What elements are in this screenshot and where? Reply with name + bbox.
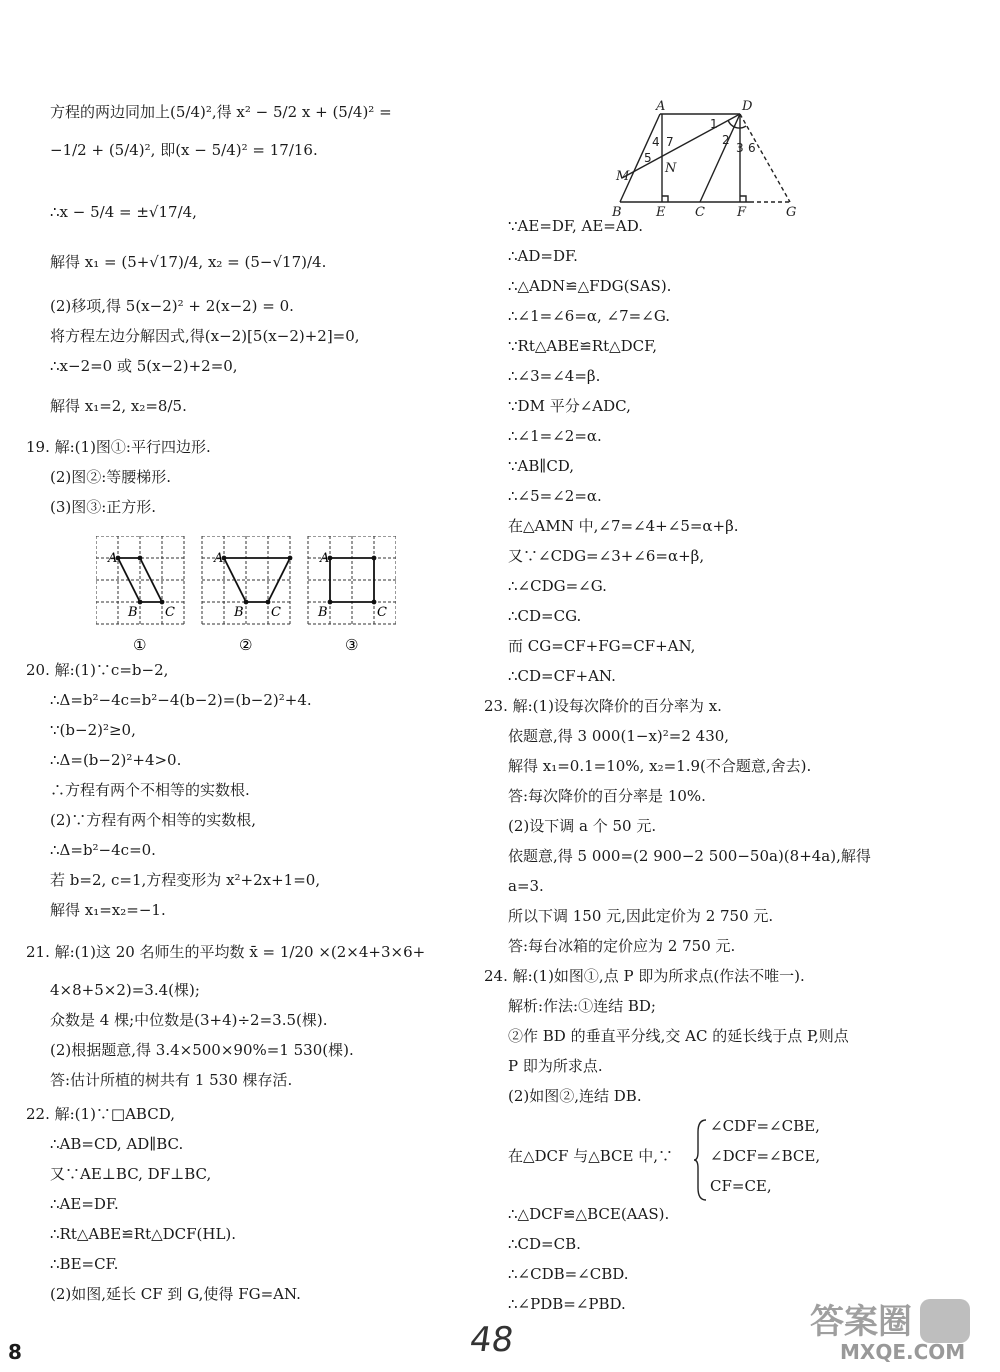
grid-point — [288, 556, 293, 561]
question-line: 24. 解:(1)如图①,点 P 即为所求点(作法不唯一). — [484, 967, 805, 985]
grid-label-c: C — [377, 605, 387, 620]
text-line: ∴BE=CF. — [50, 1255, 119, 1273]
grid-figure-3 — [308, 536, 396, 654]
text-line: 4×8+5×2)=3.4(棵); — [50, 981, 200, 999]
grid-label-b: B — [234, 605, 244, 620]
text-line: 又∵AE⊥BC, DF⊥BC, — [50, 1165, 212, 1183]
label-a: A — [656, 99, 666, 114]
text-line: ∴∠PDB=∠PBD. — [508, 1295, 626, 1313]
geometry-figure — [600, 96, 820, 222]
text-line: 若 b=2, c=1,方程变形为 x²+2x+1=0, — [50, 871, 321, 889]
right-angle-e — [662, 196, 668, 202]
grid-point — [328, 600, 333, 605]
brace-line: CF=CE, — [710, 1177, 772, 1195]
text-line: ∵Rt△ABE≌Rt△DCF, — [508, 337, 657, 355]
text-line: ∴∠CDB=∠CBD. — [508, 1265, 629, 1283]
text-line: (3)图③:正方形. — [50, 498, 157, 516]
label-c: C — [695, 205, 705, 220]
label-g: G — [786, 205, 797, 220]
grid-label-b: B — [318, 605, 328, 620]
text-line: ∴x − 5/4 = ±√17/4, — [50, 203, 197, 221]
text-line: 又∵∠CDG=∠3+∠6=α+β, — [508, 547, 705, 565]
label-m: M — [616, 169, 630, 184]
text-line: (2)图②:等腰梯形. — [50, 468, 172, 486]
text-line: ∴方程有两个不相等的实数根. — [50, 781, 250, 799]
grid-label-a: A — [320, 551, 330, 566]
text-line: (2)∵方程有两个相等的实数根, — [50, 811, 257, 829]
angle-1: 1 — [710, 117, 718, 131]
text-line: ∴Δ=b²−4c=0. — [50, 841, 156, 859]
text-line: ∴AD=DF. — [508, 247, 578, 265]
text-line: 而 CG=CF+FG=CF+AN, — [508, 637, 696, 655]
grid-figures — [96, 536, 396, 666]
text-line: ∴∠CDG=∠G. — [508, 577, 607, 595]
grid-caption: ① — [133, 636, 147, 654]
text-line: ∴Rt△ABE≌Rt△DCF(HL). — [50, 1225, 237, 1243]
segment-dg — [740, 114, 790, 202]
brace-line: ∠CDF=∠CBE, — [710, 1117, 820, 1135]
text-line: ∵DM 平分∠ADC, — [508, 397, 631, 415]
angle-5: 5 — [644, 151, 652, 165]
question-line: 19. 解:(1)图①:平行四边形. — [26, 438, 211, 456]
grid-label-b: B — [128, 605, 138, 620]
text-line: 依题意,得 5 000=(2 900−2 500−50a)(8+4a),解得 — [508, 847, 871, 865]
grid-shape — [330, 558, 374, 602]
text-line: 解得 x₁=x₂=−1. — [50, 901, 166, 919]
text-line: (2)设下调 a 个 50 元. — [508, 817, 657, 835]
text-line: ∴∠3=∠4=β. — [508, 367, 601, 385]
text-line: 解得 x₁=2, x₂=8/5. — [50, 397, 187, 415]
angle-3: 3 — [736, 141, 744, 155]
text-line: (2)如图,延长 CF 到 G,使得 FG=AN. — [50, 1285, 301, 1303]
question-line: 22. 解:(1)∵□ABCD, — [26, 1105, 175, 1123]
text-line: ②作 BD 的垂直平分线,交 AC 的延长线于点 P,则点 — [508, 1027, 849, 1045]
label-n: N — [665, 161, 677, 176]
text-line: 解析:作法:①连结 BD; — [508, 997, 656, 1015]
text-line: 依题意,得 3 000(1−x)²=2 430, — [508, 727, 730, 745]
text-line: ∴Δ=b²−4c=b²−4(b−2)=(b−2)²+4. — [50, 691, 312, 709]
text-line: ∴△DCF≌△BCE(AAS). — [508, 1205, 670, 1223]
grid-point — [372, 556, 377, 561]
text-line: 答:每次降价的百分率是 10%. — [508, 787, 706, 805]
grid-caption: ② — [239, 636, 253, 654]
label-b: B — [612, 205, 622, 220]
text-line: ∴CD=CB. — [508, 1235, 581, 1253]
angle-4: 4 — [652, 135, 660, 149]
handwritten-page-number: 48 — [467, 1320, 517, 1360]
grid-point — [138, 556, 143, 561]
text-line: ∴△ADN≌△FDG(SAS). — [508, 277, 672, 295]
watermark-logo — [800, 1295, 990, 1365]
label-e: E — [656, 205, 666, 220]
text-line: ∴AB=CD, AD∥BC. — [50, 1135, 184, 1153]
label-d: D — [742, 99, 753, 114]
text-line: ∴∠5=∠2=α. — [508, 487, 602, 505]
watermark-bottom-text: MXQE.COM — [840, 1340, 966, 1364]
text-line: ∴AE=DF. — [50, 1195, 119, 1213]
grid-point — [372, 600, 377, 605]
text-line: 众数是 4 棵;中位数是(3+4)÷2=3.5(棵). — [50, 1011, 328, 1029]
angle-7: 7 — [666, 135, 674, 149]
text-line: 解得 x₁ = (5+√17)/4, x₂ = (5−√17)/4. — [50, 253, 327, 271]
question-line: 23. 解:(1)设每次降价的百分率为 x. — [484, 697, 722, 715]
grid-label-c: C — [165, 605, 175, 620]
text-line: ∴∠1=∠6=α, ∠7=∠G. — [508, 307, 671, 325]
grid-shape — [118, 558, 162, 602]
text-line: 所以下调 150 元,因此定价为 2 750 元. — [508, 907, 774, 925]
text-line: a=3. — [508, 877, 544, 895]
text-line: 在△DCF 与△BCE 中,∵ — [508, 1147, 674, 1165]
grid-label-c: C — [271, 605, 281, 620]
text-line: 答:每台冰箱的定价应为 2 750 元. — [508, 937, 736, 955]
text-line: ∴∠1=∠2=α. — [508, 427, 602, 445]
grid-point — [266, 600, 271, 605]
text-line: ∴Δ=(b−2)²+4>0. — [50, 751, 182, 769]
grid-figure-1 — [96, 536, 184, 654]
text-line: 答:估计所植的树共有 1 530 棵存活. — [50, 1071, 293, 1089]
text-line: ∵AE=DF, AE=AD. — [508, 217, 643, 235]
grid-point — [160, 600, 165, 605]
angle-6: 6 — [748, 141, 756, 155]
text-line: ∴CD=CG. — [508, 607, 582, 625]
text-line: (2)移项,得 5(x−2)² + 2(x−2) = 0. — [50, 297, 294, 315]
text-line: 方程的两边同加上(5/4)²,得 x² − 5/2 x + (5/4)² = — [50, 103, 392, 121]
brace-mark — [694, 1118, 708, 1202]
grid-point — [244, 600, 249, 605]
text-line: ∵AB∥CD, — [508, 457, 575, 475]
question-line: 20. 解:(1)∵c=b−2, — [26, 661, 169, 679]
grid-figure-2 — [202, 536, 292, 654]
text-line: 将方程左边分解因式,得(x−2)[5(x−2)+2]=0, — [50, 327, 360, 345]
text-line: ∴CD=CF+AN. — [508, 667, 616, 685]
text-line: 在△AMN 中,∠7=∠4+∠5=α+β. — [508, 517, 739, 535]
angle-2: 2 — [722, 133, 730, 147]
text-line: ∴x−2=0 或 5(x−2)+2=0, — [50, 357, 238, 375]
grid-point — [138, 600, 143, 605]
question-line: 21. 解:(1)这 20 名师生的平均数 x̄ = 1/20 ×(2×4+3×6+ — [26, 943, 426, 961]
right-angle-f — [740, 196, 746, 202]
text-line: (2)如图②,连结 DB. — [508, 1087, 642, 1105]
watermark-top-text: 答案圈 — [810, 1302, 912, 1342]
page-number: 8 — [8, 1340, 22, 1364]
label-f: F — [737, 205, 747, 220]
text-line: 解得 x₁=0.1=10%, x₂=1.9(不合题意,舍去). — [508, 757, 812, 775]
grid-caption: ③ — [345, 636, 359, 654]
brace-line: ∠DCF=∠BCE, — [710, 1147, 821, 1165]
text-line: −1/2 + (5/4)², 即(x − 5/4)² = 17/16. — [50, 141, 318, 159]
segment-ab — [620, 114, 660, 202]
grid-label-a: A — [214, 551, 224, 566]
text-line: ∵(b−2)²≥0, — [50, 721, 136, 739]
grid-label-a: A — [108, 551, 118, 566]
text-line: P 即为所求点. — [508, 1057, 603, 1075]
text-line: (2)根据题意,得 3.4×500×90%=1 530(棵). — [50, 1041, 354, 1059]
